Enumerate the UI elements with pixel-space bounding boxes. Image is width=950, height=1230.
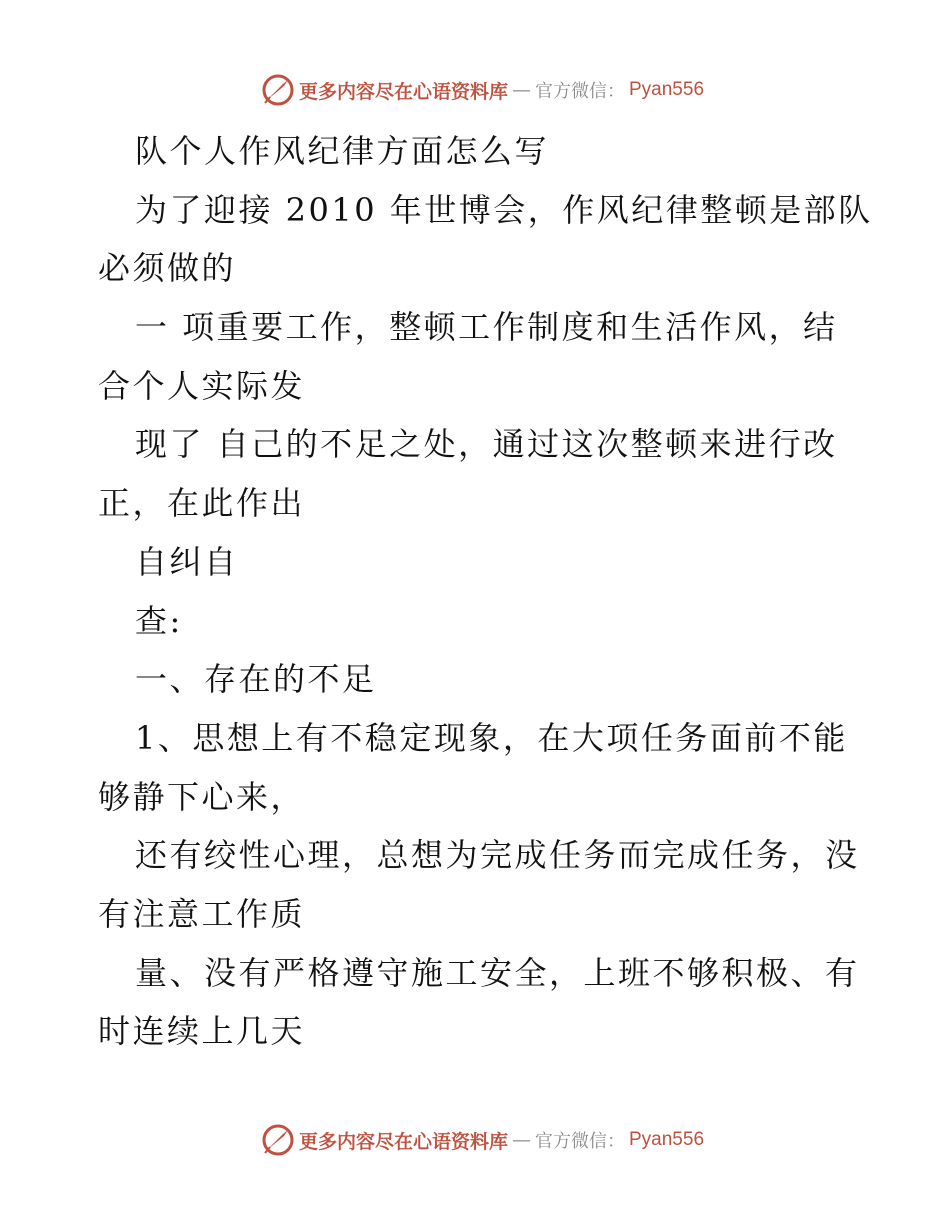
- header-banner-title: 更多内容尽在心语资料库: [298, 80, 508, 103]
- footer-banner-title: 更多内容尽在心语资料库: [298, 1130, 508, 1153]
- header-banner-dash: —: [512, 79, 531, 101]
- paragraph-line: 现了 自己的不足之处，通过这次整顿来进行改: [135, 425, 838, 464]
- quill-pen-logo-icon: [261, 73, 295, 107]
- header-banner-wechat-id: Pyan556: [629, 79, 705, 100]
- header-banner-label: 官方微信：: [535, 81, 625, 102]
- document-body: [98, 122, 873, 1061]
- paragraph-line: 必须做的: [98, 249, 237, 288]
- footer-banner-label: 官方微信：: [535, 1131, 625, 1152]
- paragraph-line: 正，在此作出: [98, 484, 306, 523]
- footer-banner-wechat-id: Pyan556: [629, 1129, 705, 1150]
- paragraph-line: 合个人实际发: [98, 366, 306, 405]
- paragraph-line: 时连续上几天: [98, 1012, 306, 1051]
- header-banner: [0, 70, 950, 110]
- paragraph-line: 一 项重要工作，整顿工作制度和生活作风，结: [135, 308, 838, 347]
- header-banner-content: [261, 73, 704, 107]
- paragraph-line: 1、思想上有不稳定现象，在大项任务面前不能: [135, 718, 848, 757]
- paragraph-line: 自纠自: [135, 542, 239, 581]
- footer-banner-content: [261, 1123, 704, 1157]
- paragraph-line: 够静下心来，: [98, 777, 306, 816]
- footer-banner: [0, 1120, 950, 1160]
- footer-banner-dash: —: [512, 1129, 531, 1151]
- paragraph-line: 有注意工作质: [98, 894, 306, 933]
- quill-pen-logo-icon: [261, 1123, 295, 1157]
- paragraph-line: 量、没有严格遵守施工安全，上班不够积极、有: [135, 953, 860, 992]
- paragraph-line: 还有绞性心理，总想为完成任务而完成任务，没: [135, 836, 860, 875]
- section-heading: 一、存在的不足: [135, 660, 377, 699]
- document-title: 队个人作风纪律方面怎么写: [135, 132, 550, 170]
- paragraph-line: 查:: [135, 601, 183, 640]
- paragraph-line: 为了迎接 2010 年世博会，作风纪律整顿是部队: [135, 190, 873, 229]
